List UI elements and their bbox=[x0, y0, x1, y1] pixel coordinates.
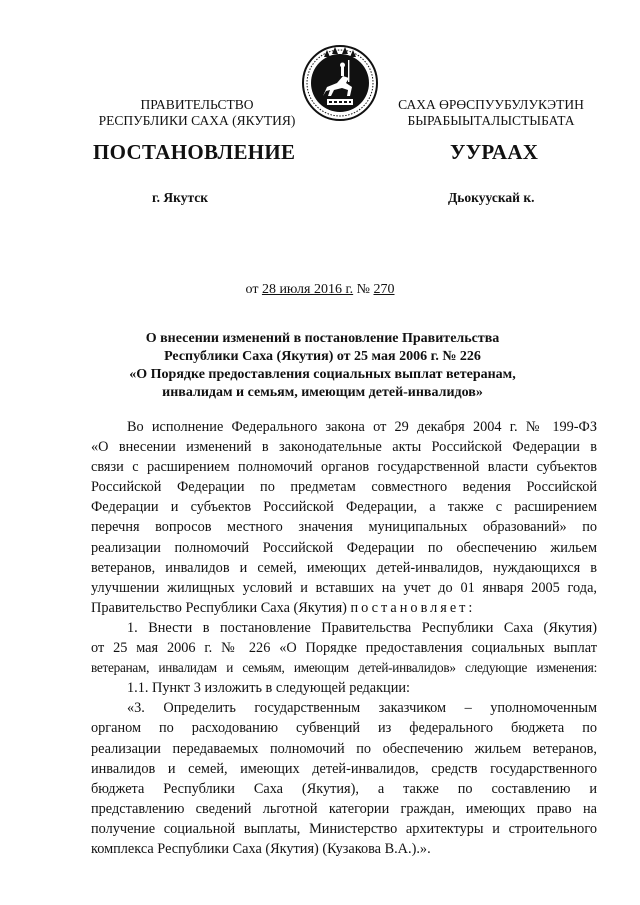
emblem-icon bbox=[301, 44, 379, 122]
body-line: 1. Внести в постановление Правительства Республики Саха (Якутия) bbox=[127, 619, 597, 636]
org-name-line: ПРАВИТЕЛЬСТВО bbox=[140, 97, 254, 112]
doc-type-russian: ПОСТАНОВЛЕНИЕ bbox=[93, 140, 296, 164]
body-line: перечня вопросов местного значения муниципальных образований» по bbox=[91, 519, 597, 536]
resolution-verb: постановляет: bbox=[350, 599, 476, 616]
document-body bbox=[91, 417, 597, 859]
body-line: Во исполнение Федерального закона от 29 декабря 2004 г. № 199-ФЗ bbox=[127, 419, 597, 435]
number-sign: № bbox=[356, 282, 370, 297]
resolving-body: Правительство Республики Саха (Якутия) bbox=[91, 599, 347, 616]
body-line: представлению сведений льготной категории граждан, имеющих право на bbox=[91, 800, 597, 817]
body-line: связи с расширением полномочий органов государственной власти субъектов bbox=[91, 459, 597, 476]
body-line: Федерации и субъектов Российской Федерации, а также с расширением bbox=[91, 499, 597, 516]
body-line: получение социальной выплаты, Министерство архитектуры и строительного bbox=[91, 820, 597, 837]
body-line: инвалидов и семей, имеющих детей-инвалидов, средств государственного bbox=[91, 760, 597, 777]
body-line: ветеранам, инвалидам и семьям, имеющим детей-инвалидов» следующие изменения: bbox=[91, 660, 597, 676]
document-number: 270 bbox=[373, 282, 395, 297]
date-prefix: от bbox=[245, 282, 259, 297]
body-line bbox=[91, 598, 597, 618]
body-line: реализации полномочий Российской Федерации по обеспечению жильем bbox=[91, 539, 597, 556]
org-name-line: БЫРАБЫЫТАЛЫСТЫБАТА bbox=[407, 113, 575, 128]
body-line: улучшении жилищных условий и вставших на учет до 01 января 2005 года, bbox=[91, 579, 597, 596]
city-russian: г. Якутск bbox=[152, 190, 209, 205]
date-line bbox=[0, 282, 640, 298]
doc-type-yakut: УУРААХ bbox=[450, 140, 539, 164]
body-line: «О внесении изменений в законодательные акты Российской Федерации в bbox=[91, 439, 597, 456]
body-line: реализации передаваемых полномочий по обеспечению жильем ветеранов, bbox=[91, 740, 597, 757]
coat-of-arms-emblem bbox=[301, 44, 379, 122]
title-line: Республики Саха (Якутия) от 25 мая 2006 г. № 226 bbox=[164, 349, 481, 364]
document-date: 28 июля 2016 г. bbox=[261, 282, 354, 297]
body-line: Российской Федерации по предметам совместного ведения Российской bbox=[91, 479, 597, 496]
org-name-line: САХА ӨРӨСПУУБУЛУКЭТИН bbox=[398, 97, 584, 112]
org-name-line: РЕСПУБЛИКИ САХА (ЯКУТИЯ) bbox=[98, 113, 296, 128]
document-title bbox=[105, 330, 540, 402]
body-line: органом по расходованию субвенций из федерального бюджета по bbox=[91, 720, 597, 737]
body-line: комплекса Республики Саха (Якутия) (Кузакова В.А.).». bbox=[91, 840, 431, 857]
title-line: О внесении изменений в постановление Правительства bbox=[145, 331, 500, 346]
title-line: инвалидам и семьям, имеющим детей-инвалидов» bbox=[162, 385, 483, 400]
org-name-russian bbox=[92, 97, 302, 129]
org-name-yakut bbox=[380, 97, 602, 129]
body-line: «3. Определить государственным заказчиком – уполномоченным bbox=[127, 700, 597, 717]
title-line: «О Порядке предоставления социальных выплат ветеранам, bbox=[129, 367, 516, 382]
body-line: от 25 мая 2006 г. № 226 «О Порядке предоставления социальных выплат bbox=[91, 640, 597, 657]
body-line: ветеранов, инвалидов и семей, имеющих детей-инвалидов, нуждающихся в bbox=[91, 559, 597, 576]
body-line: бюджета Республики Саха (Якутия), а также по составлению и bbox=[91, 780, 597, 797]
body-line: 1.1. Пункт 3 изложить в следующей редакции: bbox=[127, 680, 410, 697]
city-yakut: Дьокуускай к. bbox=[448, 190, 535, 205]
